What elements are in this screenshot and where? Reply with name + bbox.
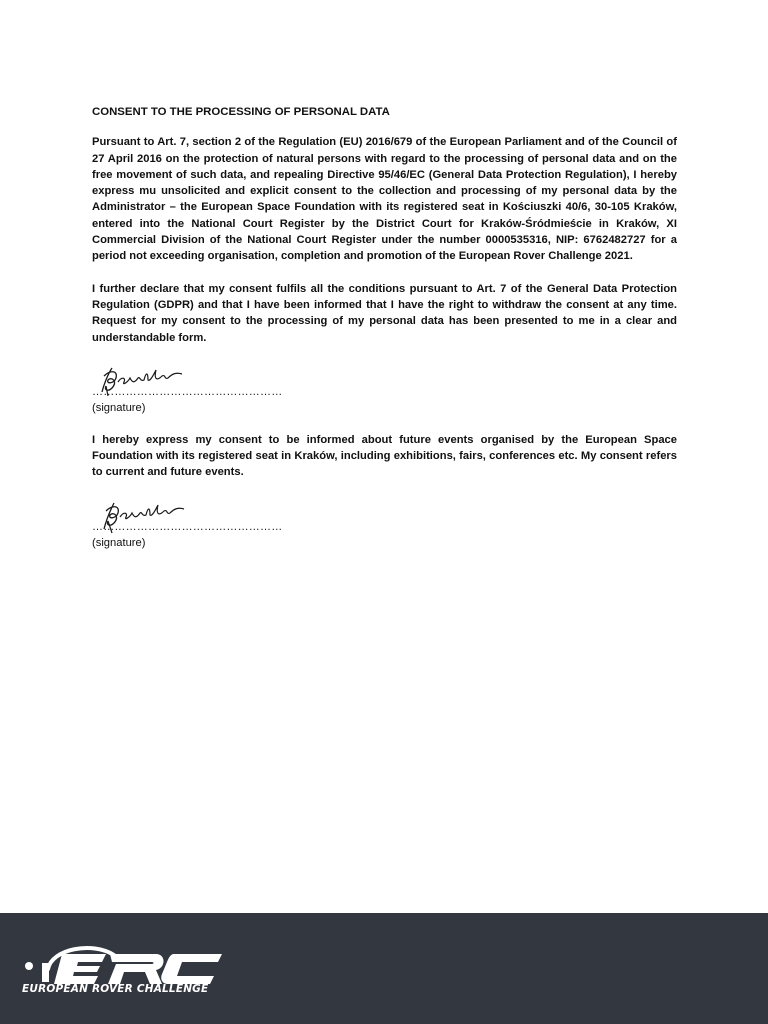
erc-logo-icon <box>22 939 232 1019</box>
paragraph-declaration: I further declare that my consent fulfils all the conditions pursuant to Art. 7 of the General Data Protection Regulation (GDPR) and that I have been informed that I have the right to withdraw the consent at any time. Request for my consent to the processing of my personal data has been presented to me in a clear and understandable form. <box>92 282 677 344</box>
logo-subtitle: EUROPEAN ROVER CHALLENGE <box>22 983 209 995</box>
signature-line: …………………………………………… <box>92 520 283 533</box>
signature-label: (signature) <box>92 536 146 549</box>
signature-line: …………………………………………… <box>92 385 283 398</box>
paragraph-regulation: Pursuant to Art. 7, section 2 of the Regulation (EU) 2016/679 of the European Parliament and of the Council of 27 April 2016 on the protection of natural persons with regard to the processing of personal data and on the free movement of such data, and repealing Directive 95/46/EC (General Data Protection Regulation), I hereby express mu unsolicited and explicit consent to the collection and processing of my personal data by the Administrator – the European Space Foundation with its registered seat in Kościuszki 40/6, 30-105 Kraków, entered into the National Court Register by the District Court for Kraków-Śródmieście in Kraków, XI Commercial Division of the National Court Register under the number 0000535316, NIP: 6762482727 for a period not exceeding organisation, completion and promotion of the European Rover Challenge 2021. <box>92 136 677 263</box>
footer-bar <box>0 913 768 1024</box>
signature-block-2 <box>92 497 677 551</box>
signature-label: (signature) <box>92 401 146 414</box>
signature-block-1 <box>92 362 677 416</box>
document-content <box>92 104 677 567</box>
document-title: CONSENT TO THE PROCESSING OF PERSONAL DATA <box>92 106 390 118</box>
paragraph-events-consent: I hereby express my consent to be informed about future events organised by the European Space Foundation with its registered seat in Kraków, including exhibitions, fairs, conferences etc. My consent refers to current and future events. <box>92 433 677 479</box>
